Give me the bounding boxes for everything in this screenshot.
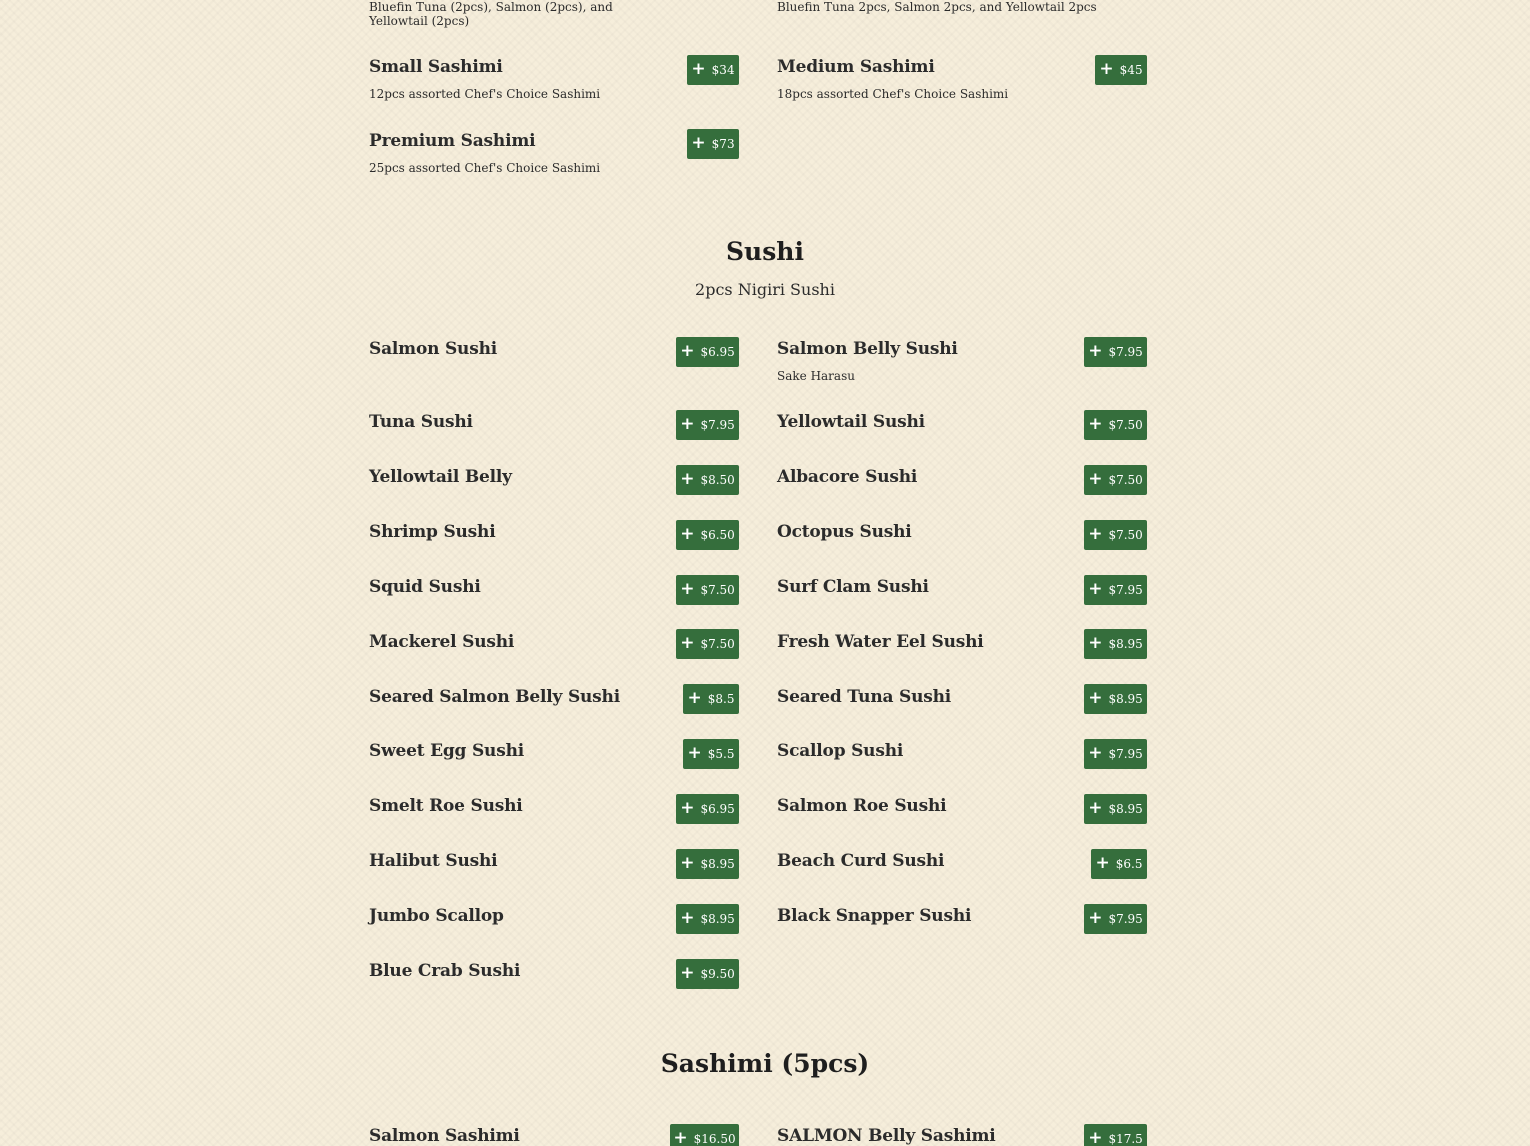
add-to-cart-button[interactable]: [676, 849, 739, 879]
item-description: Bluefin Tuna (2pcs), Salmon (2pcs), and Yellowtail (2pcs): [369, 0, 613, 28]
menu-item-name: Squid Sushi: [369, 577, 481, 597]
price-label: $9.50: [700, 967, 735, 981]
price-label: $8.95: [700, 912, 735, 926]
menu-item-name: Tuna Sushi: [369, 412, 473, 432]
menu-item-name: Smelt Roe Sushi: [369, 796, 523, 816]
plus-icon: +: [687, 742, 702, 763]
price-label: $6.50: [700, 528, 735, 542]
add-to-cart-button[interactable]: [1091, 849, 1147, 879]
item-description: 25pcs assorted Chef's Choice Sashimi: [369, 161, 601, 175]
plus-icon: +: [1088, 742, 1103, 763]
menu-item-name: Black Snapper Sushi: [777, 906, 972, 926]
add-to-cart-button[interactable]: [1084, 629, 1147, 659]
add-to-cart-button[interactable]: [676, 575, 739, 605]
price-label: $17.5: [1108, 1132, 1143, 1146]
menu-item-name: Small Sashimi: [369, 57, 503, 77]
plus-icon: +: [1088, 468, 1103, 489]
menu-item-name: Fresh Water Eel Sushi: [777, 632, 984, 652]
add-to-cart-button[interactable]: [1084, 904, 1147, 934]
add-to-cart-button[interactable]: [1095, 55, 1147, 85]
add-to-cart-button[interactable]: [683, 739, 739, 769]
menu-item-name: Jumbo Scallop: [369, 906, 504, 926]
menu-item-name: Seared Tuna Sushi: [777, 687, 952, 707]
item-description: 12pcs assorted Chef's Choice Sashimi: [369, 87, 601, 101]
price-label: $6.5: [1115, 857, 1143, 871]
add-to-cart-button[interactable]: [1084, 575, 1147, 605]
add-to-cart-button[interactable]: [676, 337, 739, 367]
section-title: Sushi: [726, 237, 804, 266]
item-description: Bluefin Tuna 2pcs, Salmon 2pcs, and Yellowtail 2pcs: [777, 0, 1097, 14]
price-label: $7.95: [1108, 912, 1143, 926]
plus-icon: +: [680, 852, 695, 873]
price-label: $7.50: [700, 583, 735, 597]
price-label: $7.50: [700, 637, 735, 651]
add-to-cart-button[interactable]: [676, 794, 739, 824]
menu-item-name: Yellowtail Belly: [369, 467, 512, 487]
add-to-cart-button[interactable]: [676, 629, 739, 659]
menu-item-name: Mackerel Sushi: [369, 632, 515, 652]
price-label: $8.50: [700, 473, 735, 487]
item-description: 18pcs assorted Chef's Choice Sashimi: [777, 87, 1009, 101]
add-to-cart-button[interactable]: [687, 55, 739, 85]
price-label: $73: [711, 137, 735, 151]
price-label: $7.50: [1108, 473, 1143, 487]
plus-icon: +: [680, 962, 695, 983]
add-to-cart-button[interactable]: [1084, 410, 1147, 440]
menu-item-name: Halibut Sushi: [369, 851, 498, 871]
price-label: $6.95: [700, 345, 735, 359]
menu-item-name: Salmon Roe Sushi: [777, 796, 947, 816]
price-label: $16.50: [693, 1132, 736, 1146]
price-label: $34: [711, 63, 735, 77]
plus-icon: +: [1088, 907, 1103, 928]
add-to-cart-button[interactable]: [1084, 1124, 1147, 1146]
price-label: $8.95: [700, 857, 735, 871]
add-to-cart-button[interactable]: [1084, 465, 1147, 495]
menu-item-name: Yellowtail Sushi: [777, 412, 925, 432]
add-to-cart-button[interactable]: [687, 129, 739, 159]
add-to-cart-button[interactable]: [676, 904, 739, 934]
menu-item-name: Albacore Sushi: [777, 467, 918, 487]
add-to-cart-button[interactable]: [676, 465, 739, 495]
plus-icon: +: [1088, 687, 1103, 708]
plus-icon: +: [680, 797, 695, 818]
menu-item-name: Salmon Belly Sushi: [777, 339, 958, 359]
menu-item-name: Octopus Sushi: [777, 522, 912, 542]
menu-item-name: Blue Crab Sushi: [369, 961, 521, 981]
add-to-cart-button[interactable]: [1084, 684, 1147, 714]
plus-icon: +: [680, 468, 695, 489]
section-subtitle: 2pcs Nigiri Sushi: [695, 280, 835, 299]
add-to-cart-button[interactable]: [1084, 337, 1147, 367]
add-to-cart-button[interactable]: [676, 959, 739, 989]
plus-icon: +: [1088, 523, 1103, 544]
plus-icon: +: [1088, 797, 1103, 818]
add-to-cart-button[interactable]: [676, 520, 739, 550]
plus-icon: +: [1088, 413, 1103, 434]
menu-item-name: Medium Sashimi: [777, 57, 935, 77]
price-label: $8.95: [1108, 802, 1143, 816]
price-label: $7.95: [1108, 345, 1143, 359]
price-label: $7.50: [1108, 418, 1143, 432]
plus-icon: +: [691, 58, 706, 79]
price-label: $7.95: [1108, 583, 1143, 597]
menu-item-name: Surf Clam Sushi: [777, 577, 929, 597]
plus-icon: +: [1088, 340, 1103, 361]
plus-icon: +: [680, 340, 695, 361]
price-label: $6.95: [700, 802, 735, 816]
plus-icon: +: [1099, 58, 1114, 79]
price-label: $7.95: [700, 418, 735, 432]
menu-item-name: Seared Salmon Belly Sushi: [369, 687, 620, 707]
plus-icon: +: [680, 413, 695, 434]
menu-item-name: SALMON Belly Sashimi: [777, 1126, 996, 1146]
plus-icon: +: [680, 578, 695, 599]
add-to-cart-button[interactable]: [683, 684, 739, 714]
item-description: Sake Harasu: [777, 369, 855, 383]
plus-icon: +: [680, 907, 695, 928]
plus-icon: +: [1088, 1127, 1103, 1146]
plus-icon: +: [680, 632, 695, 653]
menu-item-name: Scallop Sushi: [777, 741, 904, 761]
plus-icon: +: [687, 687, 702, 708]
section-title: Sashimi (5pcs): [660, 1049, 870, 1078]
add-to-cart-button[interactable]: [1084, 794, 1147, 824]
menu-item-name: Salmon Sashimi: [369, 1126, 520, 1146]
plus-icon: +: [1088, 632, 1103, 653]
price-label: $7.95: [1108, 747, 1143, 761]
price-label: $7.50: [1108, 528, 1143, 542]
price-label: $8.95: [1108, 637, 1143, 651]
add-to-cart-button[interactable]: [676, 410, 739, 440]
price-label: $8.95: [1108, 692, 1143, 706]
plus-icon: +: [1088, 578, 1103, 599]
menu-item-name: Shrimp Sushi: [369, 522, 496, 542]
price-label: $8.5: [707, 692, 735, 706]
plus-icon: +: [1095, 852, 1110, 873]
add-to-cart-button[interactable]: [670, 1124, 739, 1146]
menu-item-name: Sweet Egg Sushi: [369, 741, 524, 761]
plus-icon: +: [673, 1127, 688, 1146]
menu-item-name: Beach Curd Sushi: [777, 851, 945, 871]
add-to-cart-button[interactable]: [1084, 739, 1147, 769]
menu-item-name: Premium Sashimi: [369, 131, 536, 151]
price-label: $5.5: [707, 747, 735, 761]
plus-icon: +: [691, 132, 706, 153]
plus-icon: +: [680, 523, 695, 544]
price-label: $45: [1119, 63, 1143, 77]
add-to-cart-button[interactable]: [1084, 520, 1147, 550]
menu-item-name: Salmon Sushi: [369, 339, 497, 359]
